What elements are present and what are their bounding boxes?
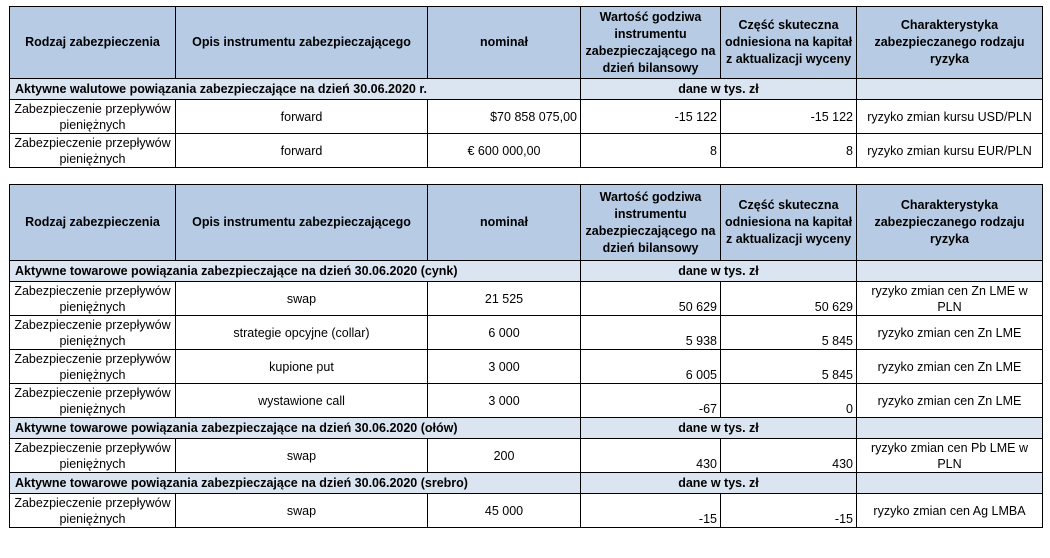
hedge-type-cell: Zabezpieczenie przepływów pieniężnych xyxy=(10,350,176,384)
hedge-type-cell: Zabezpieczenie przepływów pieniężnych xyxy=(10,494,176,528)
effective-part-cell: -15 xyxy=(721,494,857,528)
fair-value-cell: -15 xyxy=(581,494,721,528)
fair-value-cell: -15 122 xyxy=(581,100,721,134)
effective-part-cell: 8 xyxy=(721,134,857,168)
risk-cell: ryzyko zmian cen Ag LMBA xyxy=(857,494,1043,528)
hedge-type-cell: Zabezpieczenie przepływów pieniężnych xyxy=(10,134,176,168)
nominal-cell: 6 000 xyxy=(428,316,581,350)
instrument-cell: forward xyxy=(176,100,428,134)
hedge-type-cell: Zabezpieczenie przepływów pieniężnych xyxy=(10,316,176,350)
section-title: Aktywne walutowe powiązania zabezpieczające na dzień 30.06.2020 r. xyxy=(10,79,581,100)
header-hedge-type: Rodzaj zabezpieczenia xyxy=(10,185,176,261)
section-empty-cell xyxy=(857,261,1043,282)
nominal-cell: 45 000 xyxy=(428,494,581,528)
section-row xyxy=(10,473,1043,494)
fair-value-cell: 8 xyxy=(581,134,721,168)
effective-part-cell: 5 845 xyxy=(721,350,857,384)
section-empty-cell xyxy=(857,418,1043,439)
table-row xyxy=(10,100,1043,134)
section-title: Aktywne towarowe powiązania zabezpieczające na dzień 30.06.2020 (ołów) xyxy=(10,418,581,439)
risk-cell: ryzyko zmian kursu USD/PLN xyxy=(857,100,1043,134)
hedge-type-cell: Zabezpieczenie przepływów pieniężnych xyxy=(10,439,176,473)
table-row xyxy=(10,282,1043,316)
effective-part-cell: 50 629 xyxy=(721,282,857,316)
nominal-cell: 200 xyxy=(428,439,581,473)
header-nominal: nominał xyxy=(428,185,581,261)
header-fair-value: Wartość godziwa instrumentu zabezpieczającego na dzień bilansowy xyxy=(581,7,721,79)
hedge-type-cell: Zabezpieczenie przepływów pieniężnych xyxy=(10,384,176,418)
table-row xyxy=(10,439,1043,473)
table-row xyxy=(10,494,1043,528)
header-risk-characteristics: Charakterystyka zabezpieczanego rodzaju ryzyka xyxy=(857,7,1043,79)
nominal-cell: € 600 000,00 xyxy=(428,134,581,168)
hedge-type-cell: Zabezpieczenie przepływów pieniężnych xyxy=(10,282,176,316)
section-title: Aktywne towarowe powiązania zabezpieczające na dzień 30.06.2020 (srebro) xyxy=(10,473,581,494)
section-row xyxy=(10,79,1043,100)
section-title: Aktywne towarowe powiązania zabezpieczające na dzień 30.06.2020 (cynk) xyxy=(10,261,581,282)
effective-part-cell: 0 xyxy=(721,384,857,418)
section-unit: dane w tys. zł xyxy=(581,418,857,439)
table-header-row xyxy=(10,7,1043,79)
fair-value-cell: 6 005 xyxy=(581,350,721,384)
commodity-hedges-table xyxy=(9,184,1043,528)
header-nominal: nominał xyxy=(428,7,581,79)
header-instrument-description: Opis instrumentu zabezpieczającego xyxy=(176,7,428,79)
table-row xyxy=(10,134,1043,168)
header-effective-part: Część skuteczna odniesiona na kapitał z aktualizacji wyceny xyxy=(721,185,857,261)
instrument-cell: strategie opcyjne (collar) xyxy=(176,316,428,350)
risk-cell: ryzyko zmian cen Pb LME w PLN xyxy=(857,439,1043,473)
nominal-cell: 3 000 xyxy=(428,350,581,384)
section-empty-cell xyxy=(857,79,1043,100)
risk-cell: ryzyko zmian cen Zn LME xyxy=(857,316,1043,350)
risk-cell: ryzyko zmian cen Zn LME w PLN xyxy=(857,282,1043,316)
section-empty-cell xyxy=(857,473,1043,494)
table-row xyxy=(10,316,1043,350)
section-unit: dane w tys. zł xyxy=(581,473,857,494)
header-effective-part: Część skuteczna odniesiona na kapitał z aktualizacji wyceny xyxy=(721,7,857,79)
section-unit: dane w tys. zł xyxy=(581,261,857,282)
instrument-cell: swap xyxy=(176,282,428,316)
table-row xyxy=(10,384,1043,418)
effective-part-cell: 5 845 xyxy=(721,316,857,350)
table-header-row xyxy=(10,185,1043,261)
risk-cell: ryzyko zmian kursu EUR/PLN xyxy=(857,134,1043,168)
section-unit: dane w tys. zł xyxy=(581,79,857,100)
header-instrument-description: Opis instrumentu zabezpieczającego xyxy=(176,185,428,261)
instrument-cell: swap xyxy=(176,439,428,473)
nominal-cell: 21 525 xyxy=(428,282,581,316)
risk-cell: ryzyko zmian cen Zn LME xyxy=(857,350,1043,384)
instrument-cell: kupione put xyxy=(176,350,428,384)
nominal-cell: $70 858 075,00 xyxy=(428,100,581,134)
instrument-cell: wystawione call xyxy=(176,384,428,418)
fair-value-cell: 5 938 xyxy=(581,316,721,350)
fair-value-cell: -67 xyxy=(581,384,721,418)
nominal-cell: 3 000 xyxy=(428,384,581,418)
section-row xyxy=(10,418,1043,439)
header-risk-characteristics: Charakterystyka zabezpieczanego rodzaju ryzyka xyxy=(857,185,1043,261)
effective-part-cell: 430 xyxy=(721,439,857,473)
hedge-type-cell: Zabezpieczenie przepływów pieniężnych xyxy=(10,100,176,134)
header-hedge-type: Rodzaj zabezpieczenia xyxy=(10,7,176,79)
fair-value-cell: 430 xyxy=(581,439,721,473)
risk-cell: ryzyko zmian cen Zn LME xyxy=(857,384,1043,418)
currency-hedges-table xyxy=(9,6,1043,168)
header-fair-value: Wartość godziwa instrumentu zabezpieczającego na dzień bilansowy xyxy=(581,185,721,261)
section-row xyxy=(10,261,1043,282)
effective-part-cell: -15 122 xyxy=(721,100,857,134)
instrument-cell: forward xyxy=(176,134,428,168)
instrument-cell: swap xyxy=(176,494,428,528)
table-row xyxy=(10,350,1043,384)
fair-value-cell: 50 629 xyxy=(581,282,721,316)
